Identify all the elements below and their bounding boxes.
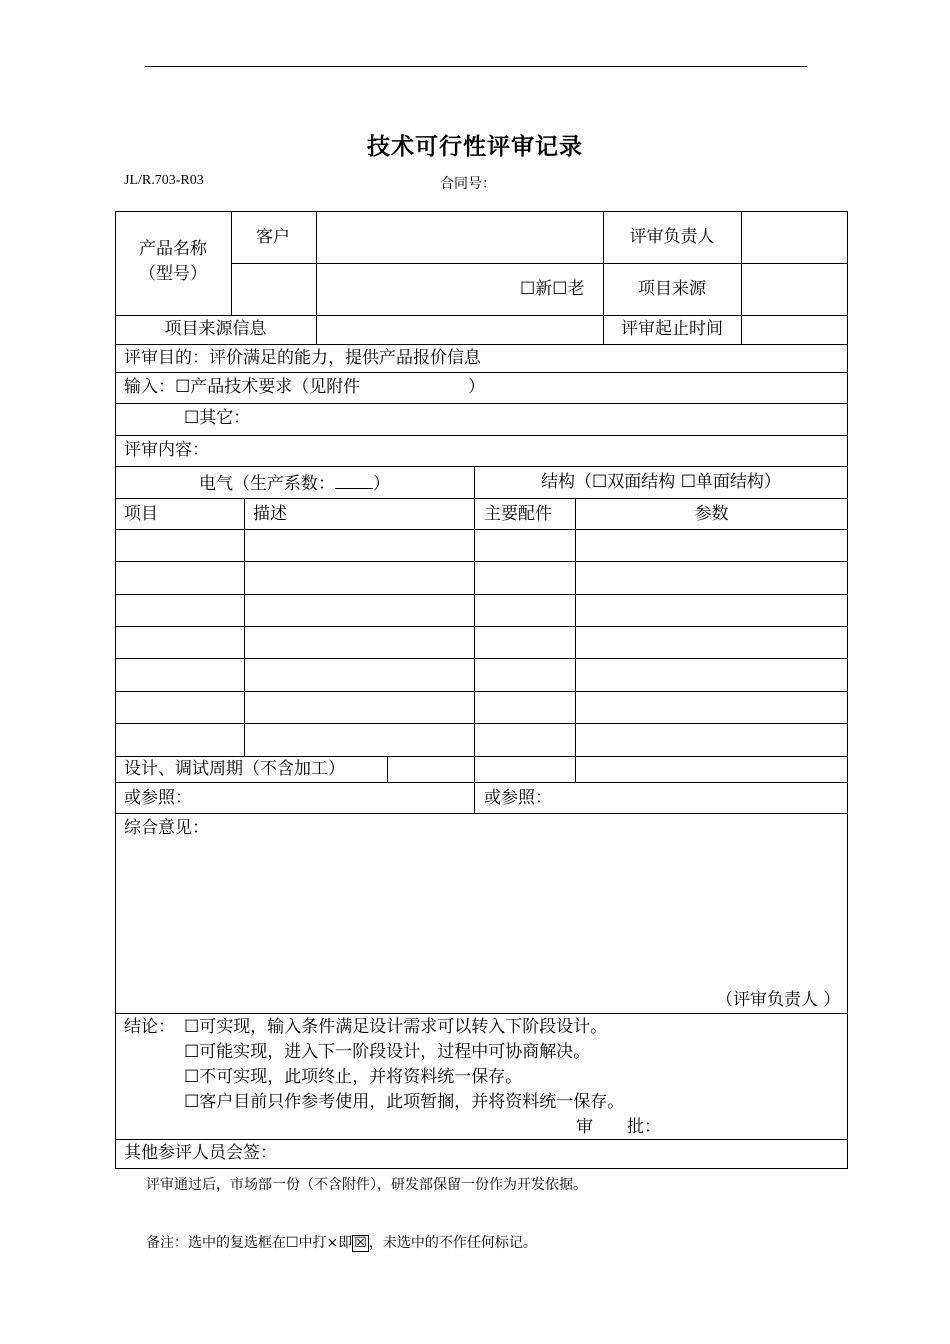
col-divider (387, 756, 388, 782)
row-divider (115, 813, 848, 814)
project-source-info-label: 项目来源信息 (164, 319, 267, 339)
review-content-label: 评审内容： (124, 440, 209, 460)
conclusion-option-feasible[interactable]: ☐可实现，输入条件满足设计需求可以转入下阶段设计。 (184, 1017, 608, 1037)
project-source-label: 项目来源 (638, 279, 706, 299)
checkbox-remark: 备注：选中的复选框在☐中打×即 ☒ ，未选中的不作任何标记。 (146, 1235, 537, 1251)
row-divider (115, 1013, 848, 1014)
row-divider (115, 658, 848, 659)
design-cycle-label: 设计、调试周期（不含加工） (124, 759, 345, 779)
row-divider (115, 403, 848, 404)
input-product-requirements[interactable]: 输入：☐产品技术要求（见附件 (124, 377, 361, 397)
page-title: 技术可行性评审记录 (367, 133, 583, 160)
approval-label: 审 批： (576, 1117, 661, 1137)
or-reference-right: 或参照： (484, 788, 552, 808)
other-reviewers-label: 其他参评人员会签： (124, 1143, 277, 1163)
distribution-note: 评审通过后，市场部一份（不含附件），研发部保留一份作为开发依据。 (146, 1177, 587, 1193)
doc-code: JL/R.703-R03 (124, 173, 204, 188)
customer-label: 客户 (256, 227, 290, 247)
input-other[interactable]: ☐其它： (184, 408, 251, 428)
overall-opinion-label: 综合意见： (124, 818, 209, 838)
checked-box-icon: ☒ (354, 1235, 367, 1251)
row-divider (115, 344, 848, 345)
row-divider (231, 263, 848, 264)
row-divider (115, 561, 848, 562)
model-label: （型号） (139, 264, 207, 284)
row-divider (115, 691, 848, 692)
col-divider (244, 498, 245, 756)
col-divider (316, 211, 317, 344)
electrical-heading: 电气（生产系数： ） (199, 474, 390, 494)
review-period-label: 评审起止时间 (621, 319, 723, 339)
review-purpose: 评审目的：评价满足的能力，提供产品报价信息 (124, 348, 481, 368)
conclusion-option-possible[interactable]: ☐可能实现，进入下一阶段设计，过程中可协商解决。 (184, 1042, 591, 1062)
row-divider (115, 372, 848, 373)
row-divider (115, 529, 848, 530)
col-divider (575, 498, 576, 782)
row-divider (115, 466, 848, 467)
production-factor-blank[interactable] (335, 474, 373, 489)
col-divider (231, 211, 232, 315)
col-header-main-parts: 主要配件 (484, 504, 552, 524)
col-divider (474, 466, 475, 813)
input-close-paren: ） (468, 377, 485, 397)
new-old-checkboxes[interactable]: ☐新☐老 (520, 279, 585, 299)
row-divider (115, 723, 848, 724)
structure-heading[interactable]: 结构（☐双面结构 ☐单面结构） (541, 472, 781, 492)
conclusion-option-reference-only[interactable]: ☐客户目前只作参考使用，此项暂搁，并将资料统一保存。 (184, 1092, 625, 1112)
row-divider (115, 1139, 848, 1140)
header-rule (145, 66, 807, 67)
review-leader-signature: （评审负责人 ） (716, 990, 841, 1010)
row-divider (115, 435, 848, 436)
col-header-description: 描述 (253, 504, 287, 524)
row-divider (115, 782, 848, 783)
review-leader-label: 评审负责人 (629, 227, 715, 247)
or-reference-left: 或参照： (124, 788, 192, 808)
conclusion-option-infeasible[interactable]: ☐不可实现，此项终止，并将资料统一保存。 (184, 1067, 523, 1087)
row-divider (115, 626, 848, 627)
conclusion-label: 结论： (124, 1017, 175, 1037)
col-divider (741, 211, 742, 344)
row-divider (115, 594, 848, 595)
contract-no-label: 合同号： (440, 176, 496, 192)
product-name-label: 产品名称 (139, 239, 207, 259)
row-divider (115, 315, 848, 316)
row-divider (115, 498, 848, 499)
row-divider (115, 756, 848, 757)
col-header-item: 项目 (124, 504, 158, 524)
col-header-params: 参数 (694, 504, 729, 524)
